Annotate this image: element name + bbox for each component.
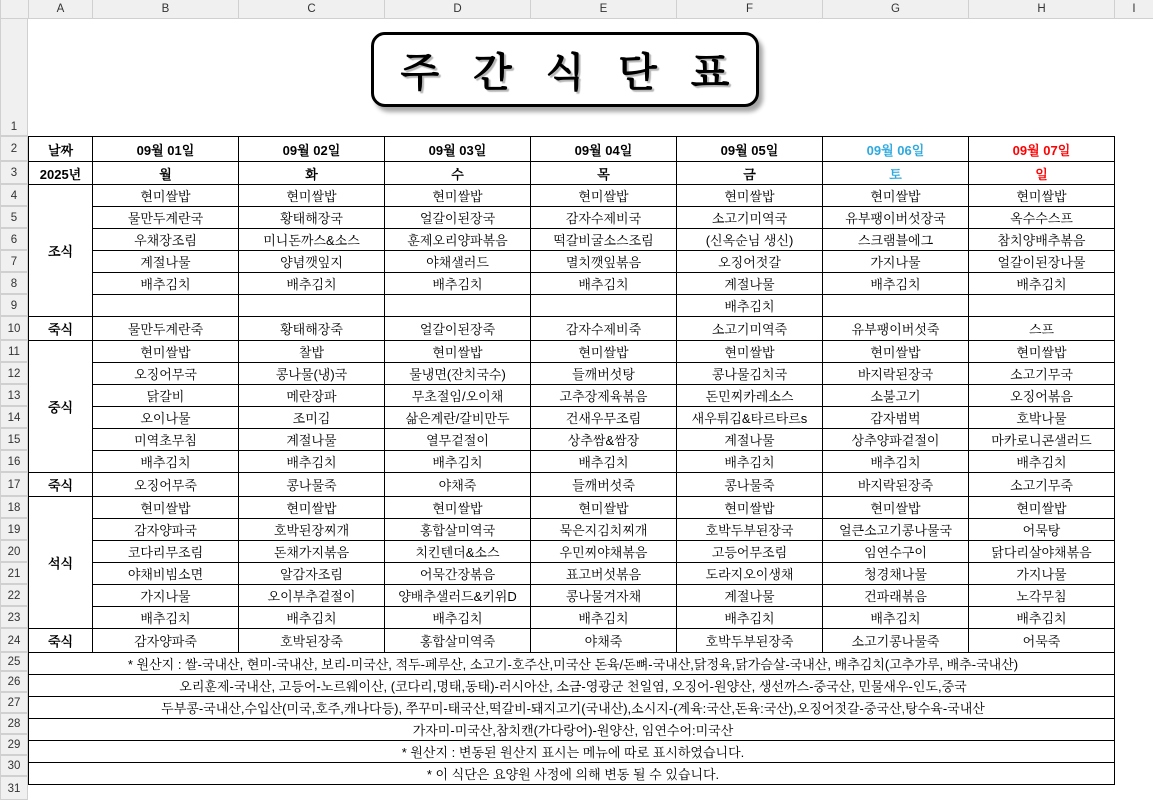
spacer — [1115, 629, 1153, 653]
spacer — [1115, 697, 1153, 719]
breakfast-item-4-2: (신옥순님 생신) — [677, 229, 823, 251]
dinner-item-0-2: 코다리무조림 — [93, 541, 239, 563]
dinner-item-5-5: 배추김치 — [823, 607, 969, 629]
date-header-0: 09월 01일 — [93, 137, 239, 162]
note-text-4: * 원산지 : 변동된 원산지 표시는 메뉴에 따로 표시하였습니다. — [29, 741, 1115, 763]
dinner-item-2-2: 치킨텐더&소스 — [385, 541, 531, 563]
spacer — [1115, 341, 1153, 363]
row-header-29[interactable]: 29 — [0, 734, 28, 755]
table-row-lunch-0 — [29, 341, 1153, 363]
row-header-column — [0, 18, 28, 800]
row-header-22[interactable]: 22 — [0, 584, 28, 606]
row-header-12[interactable]: 12 — [0, 362, 28, 384]
spacer — [1115, 653, 1153, 675]
row-header-21[interactable]: 21 — [0, 562, 28, 584]
lunch-item-4-2: 돈민찌카레소스 — [677, 385, 823, 407]
spacer — [1115, 451, 1153, 473]
lunch-item-1-2: 메란장파 — [239, 385, 385, 407]
lunch-item-0-2: 닭갈비 — [93, 385, 239, 407]
breakfast-item-6-0: 현미쌀밥 — [969, 185, 1115, 207]
lunch-item-3-5: 배추김치 — [531, 451, 677, 473]
row-header-20[interactable]: 20 — [0, 540, 28, 562]
breakfast-item-4-0: 현미쌀밥 — [677, 185, 823, 207]
breakfast-item-3-0: 현미쌀밥 — [531, 185, 677, 207]
row-header-4[interactable]: 4 — [0, 184, 28, 206]
juk2-item-1: 콩나물죽 — [239, 473, 385, 497]
breakfast-item-4-3: 오징어젓갈 — [677, 251, 823, 273]
date-header-6: 09월 07일 — [969, 137, 1115, 162]
day-name-0: 월 — [93, 162, 239, 185]
spacer — [1115, 497, 1153, 519]
table-row-dinner-2 — [29, 541, 1153, 563]
breakfast-item-3-1: 감자수제비국 — [531, 207, 677, 229]
select-all-corner[interactable] — [1, 0, 29, 18]
lunch-item-1-0: 찰밥 — [239, 341, 385, 363]
day-name-6: 일 — [969, 162, 1115, 185]
juk1-item-6: 스프 — [969, 317, 1115, 341]
dinner-item-3-1: 묵은지김치찌개 — [531, 519, 677, 541]
lunch-item-4-3: 새우튀김&타르타르s — [677, 407, 823, 429]
breakfast-item-0-4: 배추김치 — [93, 273, 239, 295]
row-header-19[interactable]: 19 — [0, 518, 28, 540]
note-text-3: 가자미-미국산,참치캔(가다랑어)-원양산, 임연수어:미국산 — [29, 719, 1115, 741]
juk2-item-4: 콩나물죽 — [677, 473, 823, 497]
dinner-item-2-4: 양배추샐러드&키위D — [385, 585, 531, 607]
date-header-4: 09월 05일 — [677, 137, 823, 162]
column-header-row — [0, 0, 1153, 19]
lunch-item-1-4: 계절나물 — [239, 429, 385, 451]
lunch-item-0-0: 현미쌀밥 — [93, 341, 239, 363]
lunch-item-6-3: 호박나물 — [969, 407, 1115, 429]
lunch-item-3-4: 상추쌈&쌈장 — [531, 429, 677, 451]
date-header-2: 09월 03일 — [385, 137, 531, 162]
dinner-item-4-5: 배추김치 — [677, 607, 823, 629]
lunch-item-6-0: 현미쌀밥 — [969, 341, 1115, 363]
row-header-6[interactable]: 6 — [0, 228, 28, 250]
dinner-item-3-2: 우민찌야채볶음 — [531, 541, 677, 563]
spacer — [1115, 162, 1153, 185]
breakfast-item-1-5 — [239, 295, 385, 317]
lunch-item-3-0: 현미쌀밥 — [531, 341, 677, 363]
juk1-item-2: 얼갈이된장죽 — [385, 317, 531, 341]
date-header-5: 09월 06일 — [823, 137, 969, 162]
dinner-item-5-1: 얼큰소고기콩나물국 — [823, 519, 969, 541]
table-row-breakfast-4 — [29, 273, 1153, 295]
table-row-dinner-5 — [29, 607, 1153, 629]
dinner-item-0-1: 감자양파국 — [93, 519, 239, 541]
column-header-C[interactable]: C — [239, 0, 385, 18]
table-row-breakfast-0 — [29, 185, 1153, 207]
juk2-item-0: 오징어무죽 — [93, 473, 239, 497]
breakfast-item-3-5 — [531, 295, 677, 317]
dinner-item-2-1: 홍합살미역국 — [385, 519, 531, 541]
row-header-14[interactable]: 14 — [0, 406, 28, 428]
lunch-item-2-5: 배추김치 — [385, 451, 531, 473]
row-header-25[interactable]: 25 — [0, 652, 28, 671]
dinner-item-3-4: 콩나물겨자채 — [531, 585, 677, 607]
lunch-item-4-1: 콩나물김치국 — [677, 363, 823, 385]
breakfast-item-1-4: 배추김치 — [239, 273, 385, 295]
day-name-3: 목 — [531, 162, 677, 185]
breakfast-item-6-3: 얼갈이된장나물 — [969, 251, 1115, 273]
lunch-item-1-5: 배추김치 — [239, 451, 385, 473]
table-row-breakfast-3 — [29, 251, 1153, 273]
dinner-item-1-4: 오이부추겉절이 — [239, 585, 385, 607]
juk3-item-0: 감자양파죽 — [93, 629, 239, 653]
column-header-H[interactable]: H — [969, 0, 1115, 18]
column-header-F[interactable]: F — [677, 0, 823, 18]
breakfast-item-2-5 — [385, 295, 531, 317]
lunch-item-2-4: 열무겉절이 — [385, 429, 531, 451]
note-row-1 — [29, 675, 1153, 697]
dinner-item-3-3: 표고버섯볶음 — [531, 563, 677, 585]
note-text-2: 두부콩-국내산,수입산(미국,호주,캐나다등), 쭈꾸미-태국산,떡갈비-돼지고기(국내산),소시지-(계육:국산,돈육:국산),오징어젓갈-중국산,탕수육-국내산 — [29, 697, 1115, 719]
dinner-item-5-3: 청경채나물 — [823, 563, 969, 585]
column-header-B[interactable]: B — [93, 0, 239, 18]
dinner-item-1-2: 돈채가지볶음 — [239, 541, 385, 563]
breakfast-item-0-3: 계절나물 — [93, 251, 239, 273]
juk3-item-2: 홍합살미역죽 — [385, 629, 531, 653]
row-header-13[interactable]: 13 — [0, 384, 28, 406]
lunch-item-6-4: 마카로니콘샐러드 — [969, 429, 1115, 451]
juk1-item-5: 유부팽이버섯죽 — [823, 317, 969, 341]
juk3-item-3: 야채죽 — [531, 629, 677, 653]
table-row-breakfast-1 — [29, 207, 1153, 229]
breakfast-item-6-5 — [969, 295, 1115, 317]
table-row-dinner-4 — [29, 585, 1153, 607]
lunch-item-5-2: 소불고기 — [823, 385, 969, 407]
row-header-10[interactable]: 10 — [0, 316, 28, 340]
breakfast-item-4-1: 소고기미역국 — [677, 207, 823, 229]
breakfast-item-6-1: 옥수수스프 — [969, 207, 1115, 229]
spacer — [1115, 563, 1153, 585]
breakfast-item-5-2: 스크램블에그 — [823, 229, 969, 251]
breakfast-item-5-3: 가지나물 — [823, 251, 969, 273]
table-row-lunch-5 — [29, 451, 1153, 473]
meal-label-juk2: 죽식 — [29, 473, 93, 497]
breakfast-item-2-4: 배추김치 — [385, 273, 531, 295]
juk1-item-3: 감자수제비죽 — [531, 317, 677, 341]
breakfast-item-3-3: 멸치깻잎볶음 — [531, 251, 677, 273]
dinner-item-4-2: 고등어무조림 — [677, 541, 823, 563]
juk3-item-5: 소고기콩나물죽 — [823, 629, 969, 653]
lunch-item-0-4: 미역초무침 — [93, 429, 239, 451]
row-header-11[interactable]: 11 — [0, 340, 28, 362]
lunch-item-3-1: 들깨버섯탕 — [531, 363, 677, 385]
spacer — [1115, 317, 1153, 341]
juk1-item-1: 황태해장죽 — [239, 317, 385, 341]
dinner-item-3-5: 배추김치 — [531, 607, 677, 629]
lunch-item-5-5: 배추김치 — [823, 451, 969, 473]
dinner-item-2-5: 배추김치 — [385, 607, 531, 629]
lunch-item-5-1: 바지락된장국 — [823, 363, 969, 385]
dinner-item-1-3: 알감자조림 — [239, 563, 385, 585]
meal-label-lunch: 중식 — [29, 341, 93, 473]
table-row-dinner-0 — [29, 497, 1153, 519]
dinner-item-6-5: 배추김치 — [969, 607, 1115, 629]
table-row-dinner-3 — [29, 563, 1153, 585]
lunch-item-5-4: 상추양파겉절이 — [823, 429, 969, 451]
spacer — [1115, 763, 1153, 785]
breakfast-item-1-3: 양념깻잎지 — [239, 251, 385, 273]
breakfast-item-2-2: 훈제오리양파볶음 — [385, 229, 531, 251]
row-header-28[interactable]: 28 — [0, 713, 28, 734]
breakfast-item-1-1: 황태해장국 — [239, 207, 385, 229]
lunch-item-6-2: 오징어볶음 — [969, 385, 1115, 407]
spacer — [1115, 185, 1153, 207]
row-header-31[interactable]: 31 — [0, 776, 28, 800]
note-row-0 — [29, 653, 1153, 675]
row-header-27[interactable]: 27 — [0, 692, 28, 713]
dinner-item-3-0: 현미쌀밥 — [531, 497, 677, 519]
day-name-5: 토 — [823, 162, 969, 185]
spacer — [1115, 273, 1153, 295]
note-text-5: * 이 식단은 요양원 사정에 의해 변동 될 수 있습니다. — [29, 763, 1115, 785]
lunch-item-6-1: 소고기무국 — [969, 363, 1115, 385]
row-header-17[interactable]: 17 — [0, 472, 28, 496]
dinner-item-4-3: 도라지오이생채 — [677, 563, 823, 585]
dinner-item-5-4: 건파래볶음 — [823, 585, 969, 607]
breakfast-item-5-1: 유부팽이버섯장국 — [823, 207, 969, 229]
date-header-3: 09월 04일 — [531, 137, 677, 162]
dinner-item-6-2: 닭다리살야채볶음 — [969, 541, 1115, 563]
column-header-D[interactable]: D — [385, 0, 531, 18]
breakfast-item-1-0: 현미쌀밥 — [239, 185, 385, 207]
juk2-item-6: 소고기무죽 — [969, 473, 1115, 497]
table-row-lunch-2 — [29, 385, 1153, 407]
dinner-item-4-1: 호박두부된장국 — [677, 519, 823, 541]
spacer — [1115, 251, 1153, 273]
lunch-item-1-3: 조미김 — [239, 407, 385, 429]
row-header-26[interactable]: 26 — [0, 671, 28, 692]
spacer — [1115, 719, 1153, 741]
spacer — [1115, 741, 1153, 763]
note-row-3 — [29, 719, 1153, 741]
lunch-item-0-1: 오징어무국 — [93, 363, 239, 385]
row-header-8[interactable]: 8 — [0, 272, 28, 294]
row-header-24[interactable]: 24 — [0, 628, 28, 652]
date-header-1: 09월 02일 — [239, 137, 385, 162]
meal-label-juk1: 죽식 — [29, 317, 93, 341]
lunch-item-3-2: 고추장제육볶음 — [531, 385, 677, 407]
spacer — [1115, 585, 1153, 607]
breakfast-item-0-2: 우채장조림 — [93, 229, 239, 251]
spacer — [1115, 295, 1153, 317]
breakfast-item-5-0: 현미쌀밥 — [823, 185, 969, 207]
lunch-item-5-0: 현미쌀밥 — [823, 341, 969, 363]
row-header-9[interactable]: 9 — [0, 294, 28, 316]
table-row-juk3 — [29, 629, 1153, 653]
dinner-item-6-1: 어묵탕 — [969, 519, 1115, 541]
spacer — [1115, 385, 1153, 407]
row-header-16[interactable]: 16 — [0, 450, 28, 472]
juk1-item-0: 물만두계란죽 — [93, 317, 239, 341]
spacer — [1115, 473, 1153, 497]
spacer — [1115, 607, 1153, 629]
dinner-item-0-0: 현미쌀밥 — [93, 497, 239, 519]
row-header-5[interactable]: 5 — [0, 206, 28, 228]
meal-label-breakfast: 조식 — [29, 185, 93, 317]
lunch-item-1-1: 콩나물(냉)국 — [239, 363, 385, 385]
dinner-item-6-0: 현미쌀밥 — [969, 497, 1115, 519]
table-row-juk1 — [29, 317, 1153, 341]
spacer — [1115, 137, 1153, 162]
table-row-breakfast-2 — [29, 229, 1153, 251]
breakfast-item-2-1: 얼갈이된장국 — [385, 207, 531, 229]
lunch-item-3-3: 건새우무조림 — [531, 407, 677, 429]
breakfast-item-6-2: 참치양배추볶음 — [969, 229, 1115, 251]
breakfast-item-6-4: 배추김치 — [969, 273, 1115, 295]
dinner-item-4-0: 현미쌀밥 — [677, 497, 823, 519]
juk3-item-1: 호박된장죽 — [239, 629, 385, 653]
note-row-4 — [29, 741, 1153, 763]
table-row-lunch-3 — [29, 407, 1153, 429]
breakfast-item-0-5 — [93, 295, 239, 317]
breakfast-item-0-0: 현미쌀밥 — [93, 185, 239, 207]
lunch-item-0-5: 배추김치 — [93, 451, 239, 473]
dinner-item-4-4: 계절나물 — [677, 585, 823, 607]
dinner-item-5-2: 임연수구이 — [823, 541, 969, 563]
dinner-item-2-3: 어묵간장볶음 — [385, 563, 531, 585]
column-header-A[interactable]: A — [29, 0, 93, 18]
note-text-0: * 원산지 : 쌀-국내산, 현미-국내산, 보리-미국산, 적두-페루산, 소고기-호주산,미국산 돈육/돈뼈-국내산,닭정육,닭가슴살-국내산, 배추김치(고추가루, 배추-국내산) — [29, 653, 1115, 675]
row-header-7[interactable]: 7 — [0, 250, 28, 272]
column-header-E[interactable]: E — [531, 0, 677, 18]
breakfast-item-3-2: 떡갈비굴소스조림 — [531, 229, 677, 251]
breakfast-item-3-4: 배추김치 — [531, 273, 677, 295]
spacer — [1115, 363, 1153, 385]
column-header-I[interactable]: I — [1115, 0, 1153, 18]
breakfast-item-4-5: 배추김치 — [677, 295, 823, 317]
row-header-15[interactable]: 15 — [0, 428, 28, 450]
lunch-item-4-4: 계절나물 — [677, 429, 823, 451]
row-header-1[interactable]: 1 — [0, 18, 28, 136]
dinner-item-2-0: 현미쌀밥 — [385, 497, 531, 519]
row-header-30[interactable]: 30 — [0, 755, 28, 776]
table-row-juk2 — [29, 473, 1153, 497]
spacer — [1115, 207, 1153, 229]
table-row-breakfast-5 — [29, 295, 1153, 317]
juk3-item-4: 호박두부된장죽 — [677, 629, 823, 653]
table-row-dates — [29, 137, 1153, 162]
lunch-item-2-0: 현미쌀밥 — [385, 341, 531, 363]
spacer — [1115, 541, 1153, 563]
juk2-item-5: 바지락된장죽 — [823, 473, 969, 497]
juk2-item-2: 야채죽 — [385, 473, 531, 497]
note-row-2 — [29, 697, 1153, 719]
juk1-item-4: 소고기미역죽 — [677, 317, 823, 341]
year-label: 2025년 — [29, 162, 93, 185]
table-row-lunch-4 — [29, 429, 1153, 451]
breakfast-item-4-4: 계절나물 — [677, 273, 823, 295]
breakfast-item-1-2: 미니돈까스&소스 — [239, 229, 385, 251]
juk2-item-3: 들깨버섯죽 — [531, 473, 677, 497]
dinner-item-6-4: 노각무침 — [969, 585, 1115, 607]
breakfast-item-0-1: 물만두계란국 — [93, 207, 239, 229]
table-row-days — [29, 162, 1153, 185]
breakfast-item-2-0: 현미쌀밥 — [385, 185, 531, 207]
spacer — [1115, 675, 1153, 697]
dinner-item-0-5: 배추김치 — [93, 607, 239, 629]
row-header-2[interactable]: 2 — [0, 136, 28, 161]
table-row-dinner-1 — [29, 519, 1153, 541]
dinner-item-5-0: 현미쌀밥 — [823, 497, 969, 519]
breakfast-item-5-5 — [823, 295, 969, 317]
note-row-5 — [29, 763, 1153, 785]
breakfast-item-5-4: 배추김치 — [823, 273, 969, 295]
dinner-item-0-3: 야채비빔소면 — [93, 563, 239, 585]
table-row-lunch-1 — [29, 363, 1153, 385]
day-name-2: 수 — [385, 162, 531, 185]
lunch-item-2-1: 물냉면(잔치국수) — [385, 363, 531, 385]
lunch-item-5-3: 감자범벅 — [823, 407, 969, 429]
title-banner — [371, 32, 759, 107]
date-corner-label: 날짜 — [29, 137, 93, 162]
row-header-23[interactable]: 23 — [0, 606, 28, 628]
dinner-item-0-4: 가지나물 — [93, 585, 239, 607]
spacer — [1115, 229, 1153, 251]
lunch-item-2-3: 삶은계란/갈비만두 — [385, 407, 531, 429]
meal-label-juk3: 죽식 — [29, 629, 93, 653]
lunch-item-0-3: 오이나물 — [93, 407, 239, 429]
dinner-item-6-3: 가지나물 — [969, 563, 1115, 585]
column-header-G[interactable]: G — [823, 0, 969, 18]
dinner-item-1-5: 배추김치 — [239, 607, 385, 629]
day-name-1: 화 — [239, 162, 385, 185]
spacer — [1115, 429, 1153, 451]
note-text-1: 오리훈제-국내산, 고등어-노르웨이산, (코다리,명태,동태)-러시아산, 소금-영광군 천일염, 오징어-원양산, 생선까스-중국산, 민물새우-인도,중국 — [29, 675, 1115, 697]
dinner-item-1-0: 현미쌀밥 — [239, 497, 385, 519]
meal-label-dinner: 석식 — [29, 497, 93, 629]
lunch-item-6-5: 배추김치 — [969, 451, 1115, 473]
row-header-18[interactable]: 18 — [0, 496, 28, 518]
page-title: 주 간 식 단 표 — [391, 41, 740, 98]
juk3-item-6: 어묵죽 — [969, 629, 1115, 653]
lunch-item-2-2: 무초절임/오이채 — [385, 385, 531, 407]
day-name-4: 금 — [677, 162, 823, 185]
spacer — [1115, 519, 1153, 541]
row-header-3[interactable]: 3 — [0, 161, 28, 184]
breakfast-item-2-3: 야채샐러드 — [385, 251, 531, 273]
lunch-item-4-5: 배추김치 — [677, 451, 823, 473]
lunch-item-4-0: 현미쌀밥 — [677, 341, 823, 363]
dinner-item-1-1: 호박된장찌개 — [239, 519, 385, 541]
spacer — [1115, 407, 1153, 429]
